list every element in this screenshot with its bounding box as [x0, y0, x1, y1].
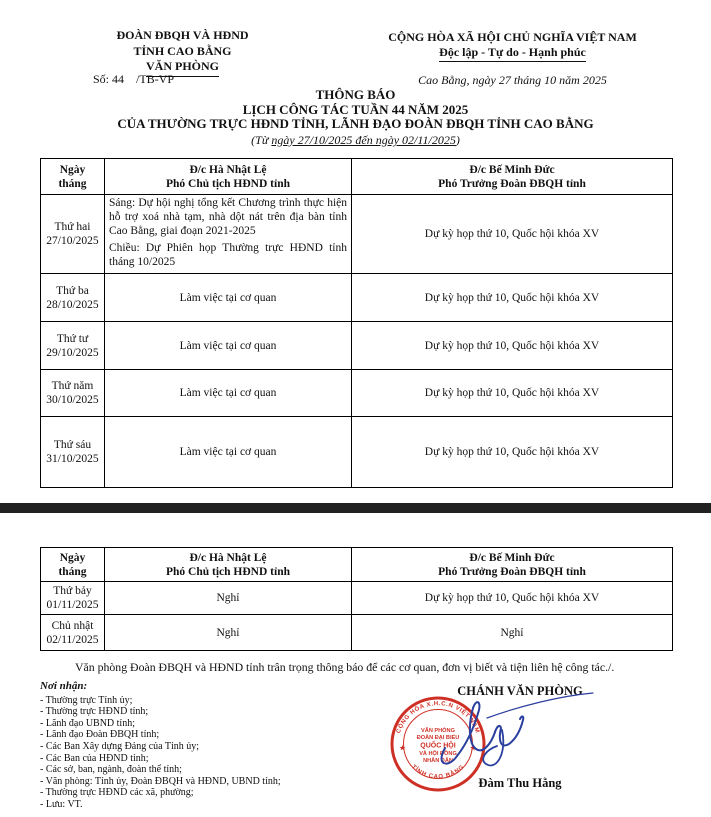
national-header-block — [345, 30, 680, 62]
seal-star-left-icon: ★ — [399, 745, 406, 752]
signer-title: CHÁNH VĂN PHÒNG — [457, 684, 583, 698]
table-row — [41, 370, 673, 417]
schedule-cell: Dự kỳ họp thứ 10, Quốc hội khóa XV — [352, 322, 673, 370]
table-row — [41, 274, 673, 322]
seal-arc-top-text: CỘNG HÒA X.H.C.N VIỆT NAM — [395, 701, 481, 735]
recipient-item: - Văn phòng: Tỉnh ủy, Đoàn ĐBQH và HĐND, UBND tỉnh; — [40, 775, 281, 787]
schedule-cell: Dự kỳ họp thứ 10, Quốc hội khóa XV — [352, 195, 673, 274]
recipients-label: Nơi nhận: — [40, 680, 88, 692]
recipient-item: - Lưu: VT. — [40, 798, 83, 810]
schedule-cell: Dự kỳ họp thứ 10, Quốc hội khóa XV — [352, 417, 673, 488]
seal-star-right-icon: ★ — [470, 745, 476, 752]
table-row — [41, 195, 673, 274]
document-title-block — [0, 88, 711, 147]
title-line1: THÔNG BÁO — [315, 87, 396, 102]
col-header-person1: Đ/c Hà Nhật Lệ Phó Chủ tịch HĐND tỉnh — [105, 548, 352, 582]
document-number: Số: 44 /TB-VP — [93, 72, 175, 86]
seal-center-line1: VĂN PHÒNG — [421, 728, 455, 734]
table-header-row — [41, 159, 673, 195]
recipients-block — [40, 681, 370, 811]
schedule-cell: Làm việc tại cơ quan — [105, 417, 352, 488]
seal-center-line5: NHÂN DÂN — [423, 758, 453, 764]
schedule-cell: Làm việc tại cơ quan — [105, 370, 352, 417]
schedule-cell: Nghỉ — [105, 615, 352, 651]
col-header-person2: Đ/c Bế Minh Đức Phó Trưởng Đoàn ĐBQH tỉnh — [352, 159, 673, 195]
seal-center-line4: VÀ HỘI ĐỒNG — [419, 751, 457, 757]
schedule-cell: Làm việc tại cơ quan — [105, 274, 352, 322]
signer-name: Đàm Thu Hằng — [478, 776, 562, 790]
schedule-cell: Dự kỳ họp thứ 10, Quốc hội khóa XV — [352, 582, 673, 615]
date-cell: Thứ hai 27/10/2025 — [41, 195, 105, 274]
page-break-divider — [0, 503, 711, 513]
place-and-date: Cao Bằng, ngày 27 tháng 10 năm 2025 — [418, 73, 607, 87]
org-office-name: VĂN PHÒNG — [146, 59, 219, 77]
col-header-person1: Đ/c Hà Nhật Lệ Phó Chủ tịch HĐND tỉnh — [105, 159, 352, 195]
table-row — [41, 322, 673, 370]
date-cell: Thứ ba 28/10/2025 — [41, 274, 105, 322]
national-motto: Độc lập - Tự do - Hạnh phúc — [439, 45, 586, 62]
recipient-item: - Các Ban của HĐND tỉnh; — [40, 752, 149, 764]
table-header-row — [41, 548, 673, 582]
schedule-cell: Sáng: Dự hội nghị tổng kết Chương trình thực hiện hỗ trợ xoá nhà tạm, nhà dột nát trên địa bàn tỉnh Cao Bằng, giai đoạn 2021-2025 Chiều: Dự Phiên họp Thường trực HĐND tỉnh tháng 10/2025 — [105, 195, 352, 274]
recipient-item: - Các Ban Xây dựng Đảng của Tỉnh ủy; — [40, 740, 200, 752]
col-header-date: Ngày tháng — [41, 548, 105, 582]
recipient-item: - Thường trực Tỉnh ủy; — [40, 694, 133, 706]
schedule-cell: Nghỉ — [105, 582, 352, 615]
date-cell: Thứ bảy 01/11/2025 — [41, 582, 105, 615]
recipient-item: - Lãnh đạo UBND tỉnh; — [40, 717, 135, 729]
table-row — [41, 582, 673, 615]
table-row — [41, 417, 673, 488]
title-line2: LỊCH CÔNG TÁC TUẦN 44 NĂM 2025 — [242, 101, 469, 117]
title-line3: CỦA THƯỜNG TRỰC HĐND TỈNH, LÃNH ĐẠO ĐOÀN ĐBQH TỈNH CAO BẰNG — [117, 116, 594, 132]
schedule-cell: Dự kỳ họp thứ 10, Quốc hội khóa XV — [352, 370, 673, 417]
seal-center-line2: ĐOÀN ĐẠI BIỂU — [416, 735, 460, 741]
col-header-person2: Đ/c Bế Minh Đức Phó Trưởng Đoàn ĐBQH tỉnh — [352, 548, 673, 582]
date-cell: Chủ nhật 02/11/2025 — [41, 615, 105, 651]
schedule-table-weekend — [40, 547, 673, 651]
schedule-cell: Dự kỳ họp thứ 10, Quốc hội khóa XV — [352, 274, 673, 322]
handwritten-signature — [425, 686, 600, 778]
seal-arc-bottom-text: TỈNH CAO BẰNG — [410, 764, 466, 781]
org-name-line1: ĐOÀN ĐBQH VÀ HĐND — [116, 28, 249, 42]
schedule-table-weekdays — [40, 158, 673, 488]
recipient-item: - Thường trực HĐND các xã, phường; — [40, 787, 194, 799]
recipient-item: - Thường trực HĐND tỉnh; — [40, 706, 149, 718]
recipient-item: - Lãnh đạo Đoàn ĐBQH tỉnh; — [40, 729, 160, 741]
table-row — [41, 615, 673, 651]
schedule-cell: Làm việc tại cơ quan — [105, 322, 352, 370]
col-header-date: Ngày tháng — [41, 159, 105, 195]
title-date-range: (Từ ngày 27/10/2025 đến ngày 02/11/2025) — [251, 132, 460, 147]
issuing-org-block — [55, 28, 310, 77]
date-cell: Thứ sáu 31/10/2025 — [41, 417, 105, 488]
org-name-line2: TỈNH CAO BẰNG — [133, 43, 232, 58]
national-title: CỘNG HÒA XÃ HỘI CHỦ NGHĨA VIỆT NAM — [388, 30, 637, 44]
seal-center-line3: QUỐC HỘI — [420, 742, 456, 750]
date-cell: Thứ tư 29/10/2025 — [41, 322, 105, 370]
closing-paragraph: Văn phòng Đoàn ĐBQH và HĐND tỉnh trân trọng thông báo để các cơ quan, đơn vị biết và tiện liên hệ công tác./. — [75, 660, 615, 674]
recipient-item: - Các sở, ban, ngành, đoàn thể tỉnh; — [40, 764, 182, 776]
schedule-cell: Nghỉ — [352, 615, 673, 651]
date-cell: Thứ năm 30/10/2025 — [41, 370, 105, 417]
